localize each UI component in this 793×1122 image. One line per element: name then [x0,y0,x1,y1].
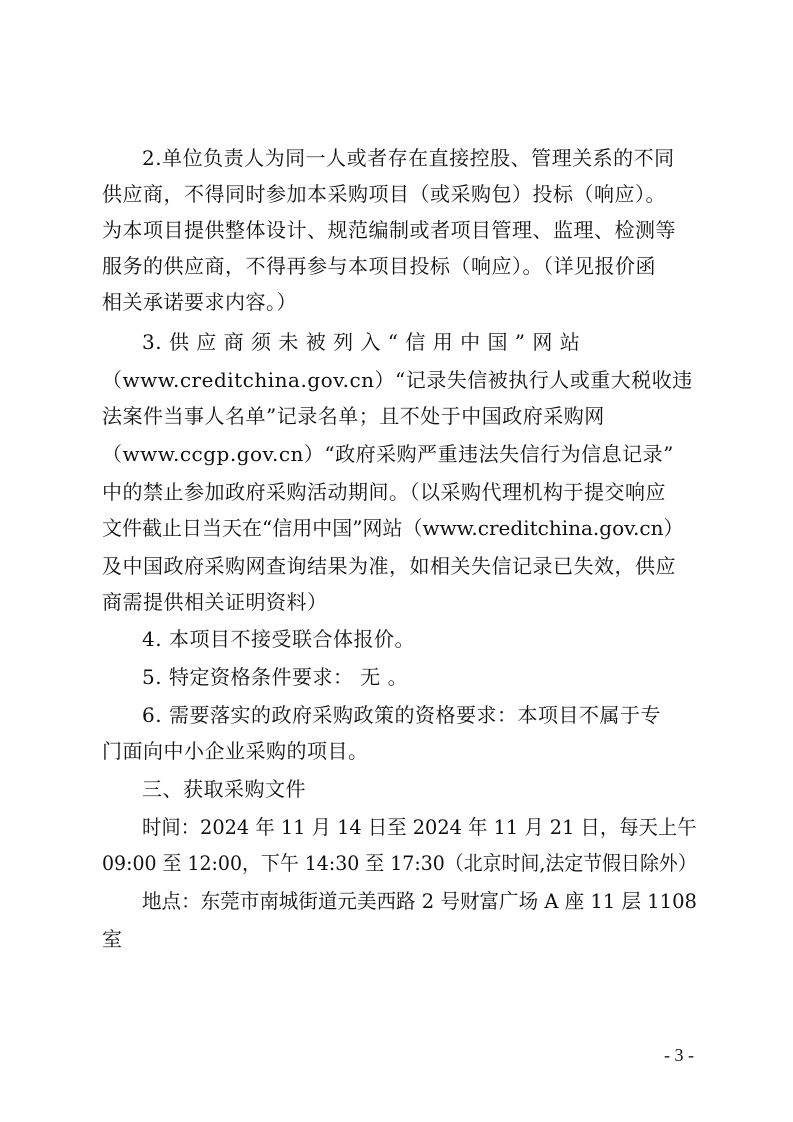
paragraph-line: （www.creditchina.gov.cn）“记录失信被执行人或重大税收违 [102,368,693,392]
paragraph-line: 2.单位负责人为同一人或者存在直接控股、管理关系的不同 [142,146,675,170]
paragraph-line: （www.ccgp.gov.cn）“政府采购严重违法失信行为信息记录” [102,442,674,466]
paragraph-line: 为本项目提供整体设计、规范编制或者项目管理、监理、检测等 [102,218,676,242]
paragraph-line: 09:00 至 12:00，下午 14:30 至 17:30（北京时间,法定节假日除外） [102,851,697,875]
paragraph-line: 3. 供 应 商 须 未 被 列 入 “ 信 用 中 国 ” 网 站 [142,330,581,354]
paragraph-line: 法案件当事人名单”记录名单；且不处于中国政府采购网 [102,404,605,428]
paragraph-line: 相关承诺要求内容。） [102,290,297,314]
paragraph-line: 及中国政府采购网查询结果为准，如相关失信记录已失效，供应 [102,554,676,578]
paragraph-line: 地点：东莞市南城街道元美西路 2 号财富广场 A 座 11 层 1108 [142,889,697,913]
paragraph-line: 文件截止日当天在“信用中国”网站（www.creditchina.gov.cn） [102,516,684,540]
paragraph-line: 5. 特定资格条件要求： 无 。 [142,665,409,689]
paragraph-line: 6. 需要落实的政府采购政策的资格要求：本项目不属于专 [142,703,661,727]
paragraph-line: 4. 本项目不接受联合体报价。 [142,627,415,651]
page-number: - 3 - [664,1045,694,1065]
paragraph-line: 时间：2024 年 11 月 14 日至 2024 年 11 月 21 日，每天上午 [142,815,697,839]
section-heading: 三、获取采购文件 [142,777,306,801]
paragraph-line: 供应商，不得同时参加本采购项目（或采购包）投标（响应）。 [102,182,666,206]
paragraph-line: 室 [102,927,123,951]
paragraph-line: 门面向中小企业采购的项目。 [102,739,369,763]
paragraph-line: 中的禁止参加政府采购活动期间。（以采购代理机构于提交响应 [102,480,666,504]
paragraph-line: 服务的供应商，不得再参与本项目投标（响应）。（详见报价函 [102,254,656,278]
paragraph-line: 商需提供相关证明资料） [102,590,328,614]
